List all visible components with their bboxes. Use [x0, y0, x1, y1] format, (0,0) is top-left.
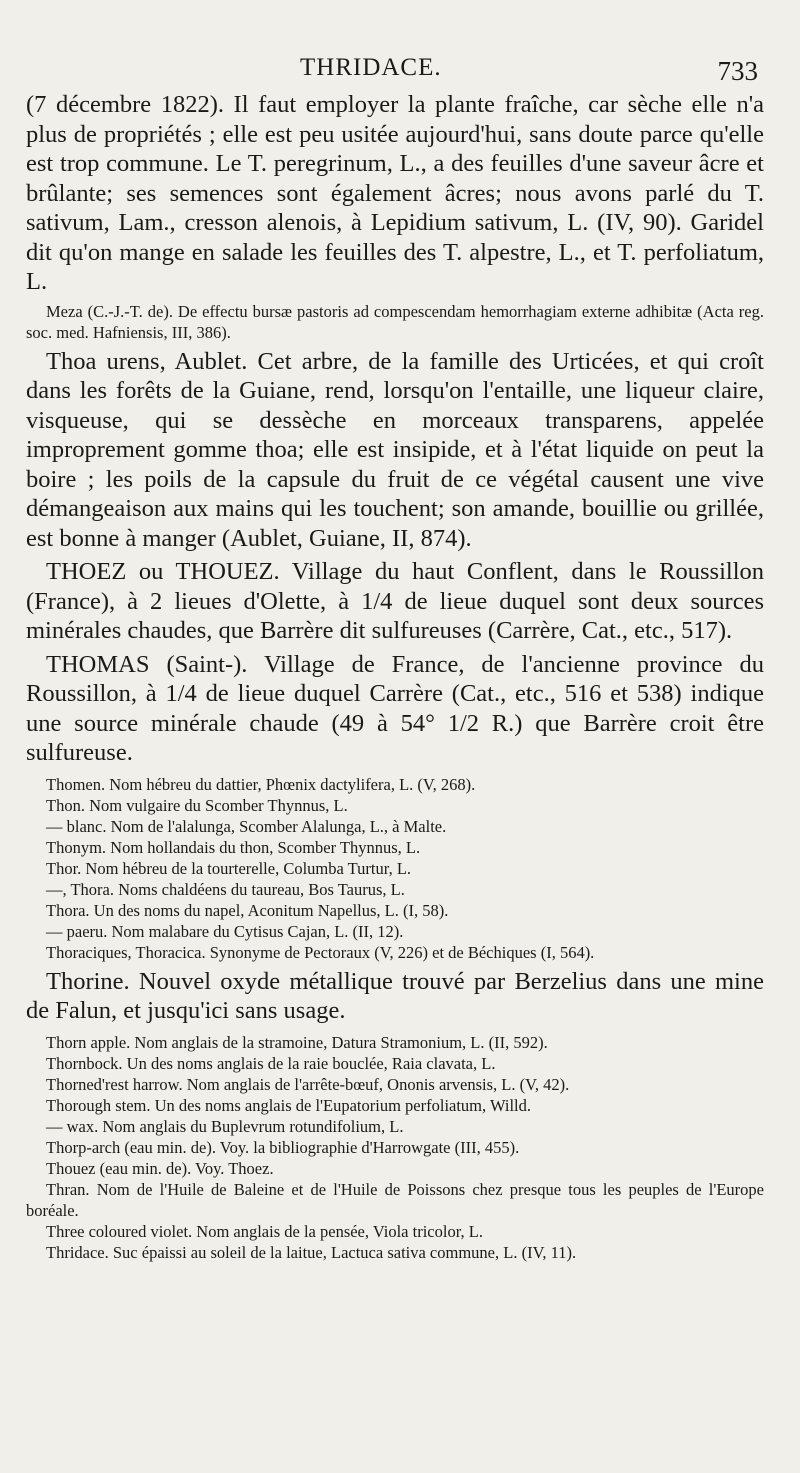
entry-thornbock: Thornbock. Un des noms anglais de la raie bouclée, Raia clavata, L. — [46, 1053, 496, 1073]
entry-thorine: Thorine. Nouvel oxyde métallique trouvé par Berzelius dans une mine de Falun, et jusqu'ici sans usage. — [26, 967, 764, 1024]
entry-thoa-urens: Thoa urens, Aublet. Cet arbre, de la famille des Urticées, et qui croît dans les forêts de la Guiane, rend, lorsqu'on l'entaille, une liqueur claire, visqueuse, qui se dessèche en morceaux transparens, appelée improprement gomme thoa; elle est insipide, et à l'état liquide on peut la boire ; les poils de la capsule du fruit de ce végétal causent une vive démangeaison aux mains qui les touchent; son amande, bouillie ou grillée, est bonne à manger (Aublet, Guiane, II, 874). — [26, 347, 764, 552]
entry-thran: Thran. Nom de l'Huile de Baleine et de l'Huile de Poissons chez presque tous les peuples de l'Europe boréale. — [26, 1179, 764, 1220]
entry-thomen: Thomen. Nom hébreu du dattier, Phœnix dactylifera, L. (V, 268). — [46, 774, 476, 794]
running-title: THRIDACE. — [300, 54, 442, 81]
page-number: 733 — [717, 56, 758, 86]
entry-thoraciques: Thoraciques, Thoracica. Synonyme de Pectoraux (V, 226) et de Béchiques (I, 564). — [46, 942, 595, 962]
entry-thon-blanc: — blanc. Nom de l'alalunga, Scomber Alalunga, L., à Malte. — [46, 816, 447, 836]
entry-thouez: Thouez (eau min. de). Voy. Thoez. — [46, 1158, 274, 1178]
entry-thora-paeru: — paeru. Nom malabare du Cytisus Cajan, L. (II, 12). — [46, 921, 404, 941]
entry-thorn-apple: Thorn apple. Nom anglais de la stramoine, Datura Stramonium, L. (II, 592). — [46, 1032, 548, 1052]
entry-thonym: Thonym. Nom hollandais du thon, Scomber Thynnus, L. — [46, 837, 421, 857]
entry-thorp-arch: Thorp-arch (eau min. de). Voy. la bibliographie d'Harrowgate (III, 455). — [46, 1137, 520, 1157]
bibliography-reference: Meza (C.-J.-T. de). De effectu bursæ pastoris ad compescendam hemorrhagiam externe adhibitæ (Acta reg. soc. med. Hafniensis, III, 386). — [26, 301, 764, 342]
paragraph-thridace-continuation: (7 décembre 1822). Il faut employer la plante fraîche, car sèche elle n'a plus de propriétés ; elle est peu usitée aujourd'hui, sans doute parce qu'elle est trop commune. Le T. peregrinum, L., a des feuilles d'une saveur âcre et brûlante; ses semences sont également âcres; nous avons parlé du T. sativum, Lam., cresson alenois, à Lepidium sativum, L. (IV, 90). Garidel dit qu'on mange en salade les feuilles des T. alpestre, L., et T. perfoliatum, L. — [26, 91, 764, 295]
entry-thor: Thor. Nom hébreu de la tourterelle, Columba Turtur, L. — [46, 858, 412, 878]
page-header — [0, 54, 800, 90]
entry-thora: Thora. Un des noms du napel, Aconitum Napellus, L. (I, 58). — [46, 900, 449, 920]
entry-thorough-stem: Thorough stem. Un des noms anglais de l'Eupatorium perfoliatum, Willd. — [46, 1095, 532, 1115]
entry-three-coloured-violet: Three coloured violet. Nom anglais de la pensée, Viola tricolor, L. — [46, 1221, 483, 1241]
entry-thoez: THOEZ ou THOUEZ. Village du haut Conflent, dans le Roussillon (France), à 2 lieues d'Olette, à 1/4 de lieue duquel sont deux sources minérales chaudes, que Barrère dit sulfureuses (Carrère, Cat., etc., 517). — [26, 558, 764, 644]
entry-thon: Thon. Nom vulgaire du Scomber Thynnus, L. — [46, 795, 348, 815]
entry-thridace: Thridace. Suc épaissi au soleil de la laitue, Lactuca sativa commune, L. (IV, 11). — [46, 1242, 577, 1262]
entry-thomas: THOMAS (Saint-). Village de France, de l'ancienne province du Roussillon, à 1/4 de lieue duquel Carrère (Cat., etc., 516 et 538) indique une source minérale chaude (49 à 54° 1/2 R.) que Barrère croit être sulfureuse. — [26, 650, 764, 766]
page-body — [26, 90, 764, 1263]
entry-thorned-rest-harrow: Thorned'rest harrow. Nom anglais de l'arrête-bœuf, Ononis arvensis, L. (V, 42). — [46, 1074, 570, 1094]
entry-thorough-wax: — wax. Nom anglais du Buplevrum rotundifolium, L. — [46, 1116, 404, 1136]
entry-thor-thora: —, Thora. Noms chaldéens du taureau, Bos Taurus, L. — [46, 879, 405, 899]
